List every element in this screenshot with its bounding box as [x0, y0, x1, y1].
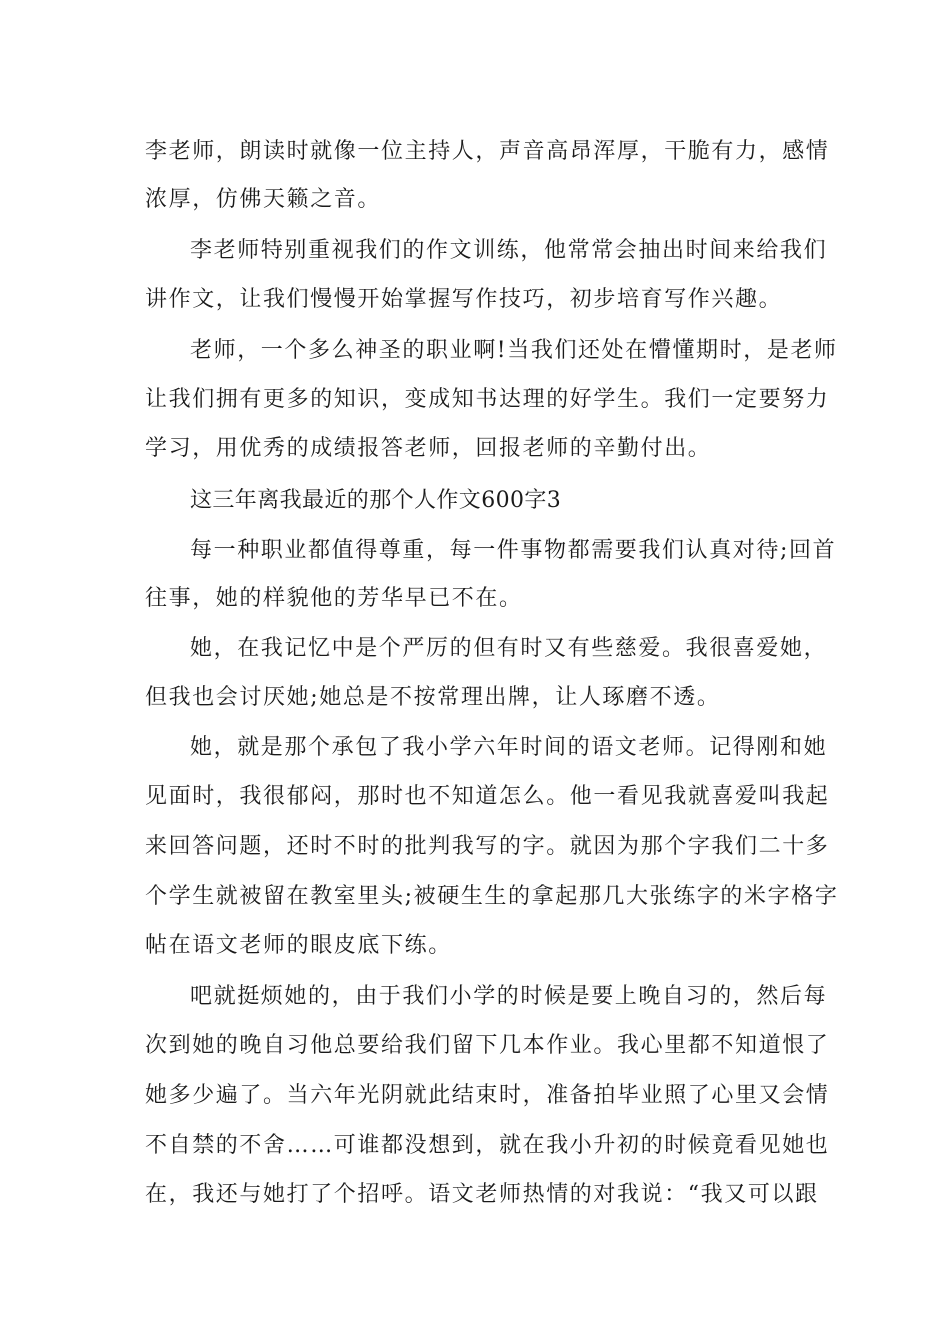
text-line: 李老师特别重视我们的作文训练，他常常会抽出时间来给我们: [190, 238, 828, 263]
text-line: 浓厚，仿佛天籁之音。: [145, 187, 382, 212]
text-line: 在，我还与她打了个招呼。语文老师热情的对我说：“我又可以跟: [145, 1182, 819, 1207]
text-line: 吧就挺烦她的，由于我们小学的时候是要上晚自习的，然后每: [190, 984, 828, 1009]
text-line: 往事，她的样貌他的芳华早已不在。: [145, 586, 523, 611]
text-line: 老师，一个多么神圣的职业啊!当我们还处在懵懂期时，是老师: [190, 338, 838, 363]
text-line: 每一种职业都值得尊重，每一件事物都需要我们认真对待;回首: [190, 538, 837, 563]
text-line: 讲作文，让我们慢慢开始掌握写作技巧，初步培育写作兴趣。: [145, 287, 783, 312]
text-line: 李老师，朗读时就像一位主持人，声音高昂浑厚，干脆有力，感情: [145, 139, 830, 164]
text-line: 她，就是那个承包了我小学六年时间的语文老师。记得刚和她: [190, 735, 828, 760]
text-line: 但我也会讨厌她;她总是不按常理出牌，让人琢磨不透。: [145, 685, 721, 710]
text-line: 帖在语文老师的眼皮底下练。: [145, 933, 452, 958]
text-line: 不自禁的不舍……可谁都没想到，就在我小升初的时候竟看见她也: [145, 1133, 830, 1158]
text-line: 个学生就被留在教室里头;被硬生生的拿起那几大张练字的米字格字: [145, 884, 839, 909]
text-line: 见面时，我很郁闷，那时也不知道怎么。他一看见我就喜爱叫我起: [145, 784, 830, 809]
text-line: 让我们拥有更多的知识，变成知书达理的好学生。我们一定要努力: [145, 387, 830, 412]
section-heading: 这三年离我最近的那个人作文600字3: [190, 488, 562, 513]
text-line: 她多少遍了。当六年光阴就此结束时，准备拍毕业照了心里又会情: [145, 1083, 830, 1108]
text-line: 来回答问题，还时不时的批判我写的字。就因为那个字我们二十多: [145, 834, 830, 859]
text-line: 学习，用优秀的成绩报答老师，回报老师的辛勤付出。: [145, 436, 712, 461]
text-line: 她，在我记忆中是个严厉的但有时又有些慈爱。我很喜爱她，: [190, 636, 828, 661]
text-line: 次到她的晚自习他总要给我们留下几本作业。我心里都不知道恨了: [145, 1033, 830, 1058]
